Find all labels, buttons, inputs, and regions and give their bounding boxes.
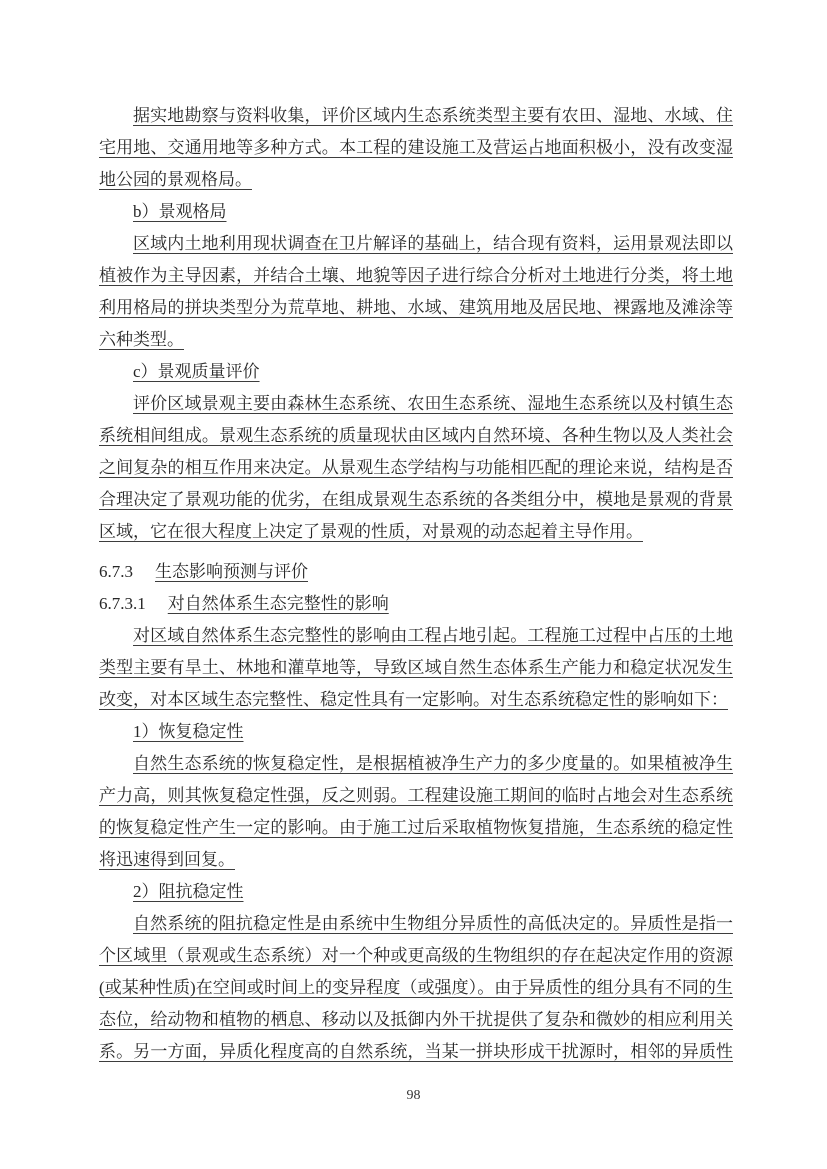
text-line: 类型主要有旱土、林地和灌草地等，导致区域自然生态体系生产能力和稳定状况发生: [99, 658, 733, 677]
subheading-b-landscape-pattern: b）景观格局: [133, 202, 227, 221]
text-line: 据实地勘察与资料收集，评价区域内生态系统类型主要有农田、湿地、水域、住: [133, 106, 733, 125]
text-line: 之间复杂的相互作用来决定。从景观生态学结构与功能相匹配的理论来说，结构是否: [99, 458, 733, 477]
text-line: 合理决定了景观功能的优劣，在组成景观生态系统的各类组分中，模地是景观的背景: [99, 490, 733, 509]
heading-title: 生态影响预测与评价: [155, 562, 308, 581]
section-heading-6-7-3: [99, 556, 733, 588]
text-line: 六种类型。: [99, 330, 184, 349]
text-line: 产力高，则其恢复稳定性强，反之则弱。工程建设施工期间的临时占地会对生态系统: [99, 786, 733, 805]
subheading-2-resistance-stability: 2）阻抗稳定性: [133, 882, 244, 901]
text-line: 植被作为主导因素，并结合土壤、地貌等因子进行综合分析对土地进行分类，将土地: [99, 266, 733, 285]
text-line: 自然系统的阻抗稳定性是由系统中生物组分异质性的高低决定的。异质性是指一: [133, 914, 733, 933]
subheading-c-landscape-quality: c）景观质量评价: [133, 362, 260, 381]
text-line: 系。另一方面，异质化程度高的自然系统，当某一拼块形成干扰源时，相邻的异质性: [99, 1042, 733, 1061]
text-line: 系统相间组成。景观生态系统的质量现状由区域内自然环境、各种生物以及人类社会: [99, 426, 733, 445]
heading-number: 6.7.3.1: [99, 594, 146, 613]
page-number: 98: [406, 1088, 421, 1103]
text-line: 对区域自然体系生态完整性的影响由工程占地引起。工程施工过程中占压的土地: [133, 626, 733, 645]
paragraph: [99, 228, 733, 356]
text-line: 区域，它在很大程度上决定了景观的性质，对景观的动态起着主导作用。: [99, 522, 643, 541]
text-line: 态位，给动物和植物的栖息、移动以及抵御内外干扰提供了复杂和微妙的相应利用关: [99, 1010, 733, 1029]
text-line: 利用格局的拼块类型分为荒草地、耕地、水域、建筑用地及居民地、裸露地及滩涂等: [99, 298, 733, 317]
text-line: 宅用地、交通用地等多种方式。本工程的建设施工及营运占地面积极小，没有改变湿: [99, 138, 733, 157]
subheading-1-recovery-stability: 1）恢复稳定性: [133, 722, 244, 741]
text-line: 将迅速得到回复。: [99, 850, 235, 869]
document-body: [99, 100, 733, 1068]
paragraph: [99, 388, 733, 548]
paragraph: [99, 748, 733, 876]
paragraph: [99, 100, 733, 196]
text-line: 个区域里（景观或生态系统）对一个种或更高级的生物组织的存在起决定作用的资源: [99, 946, 733, 965]
text-line: 自然生态系统的恢复稳定性，是根据植被净生产力的多少度量的。如果植被净生: [133, 754, 733, 773]
text-line: 的恢复稳定性产生一定的影响。由于施工过后采取植物恢复措施，生态系统的稳定性: [99, 818, 733, 837]
text-line: 评价区域景观主要由森林生态系统、农田生态系统、湿地生态系统以及村镇生态: [133, 394, 733, 413]
paragraph: [99, 620, 733, 716]
text-line: 区域内土地利用现状调查在卫片解译的基础上，结合现有资料，运用景观法即以: [133, 234, 733, 253]
heading-number: 6.7.3: [99, 562, 133, 581]
paragraph: [99, 908, 733, 1068]
text-line: 地公园的景观格局。: [99, 170, 252, 189]
section-heading-6-7-3-1: [99, 588, 733, 620]
text-line: (或某种性质)在空间或时间上的变异程度（或强度）。由于异质性的组分具有不同的生: [99, 978, 733, 997]
heading-title: 对自然体系生态完整性的影响: [167, 594, 389, 613]
text-line: 改变，对本区域生态完整性、稳定性具有一定影响。对生态系统稳定性的影响如下：: [99, 690, 728, 709]
